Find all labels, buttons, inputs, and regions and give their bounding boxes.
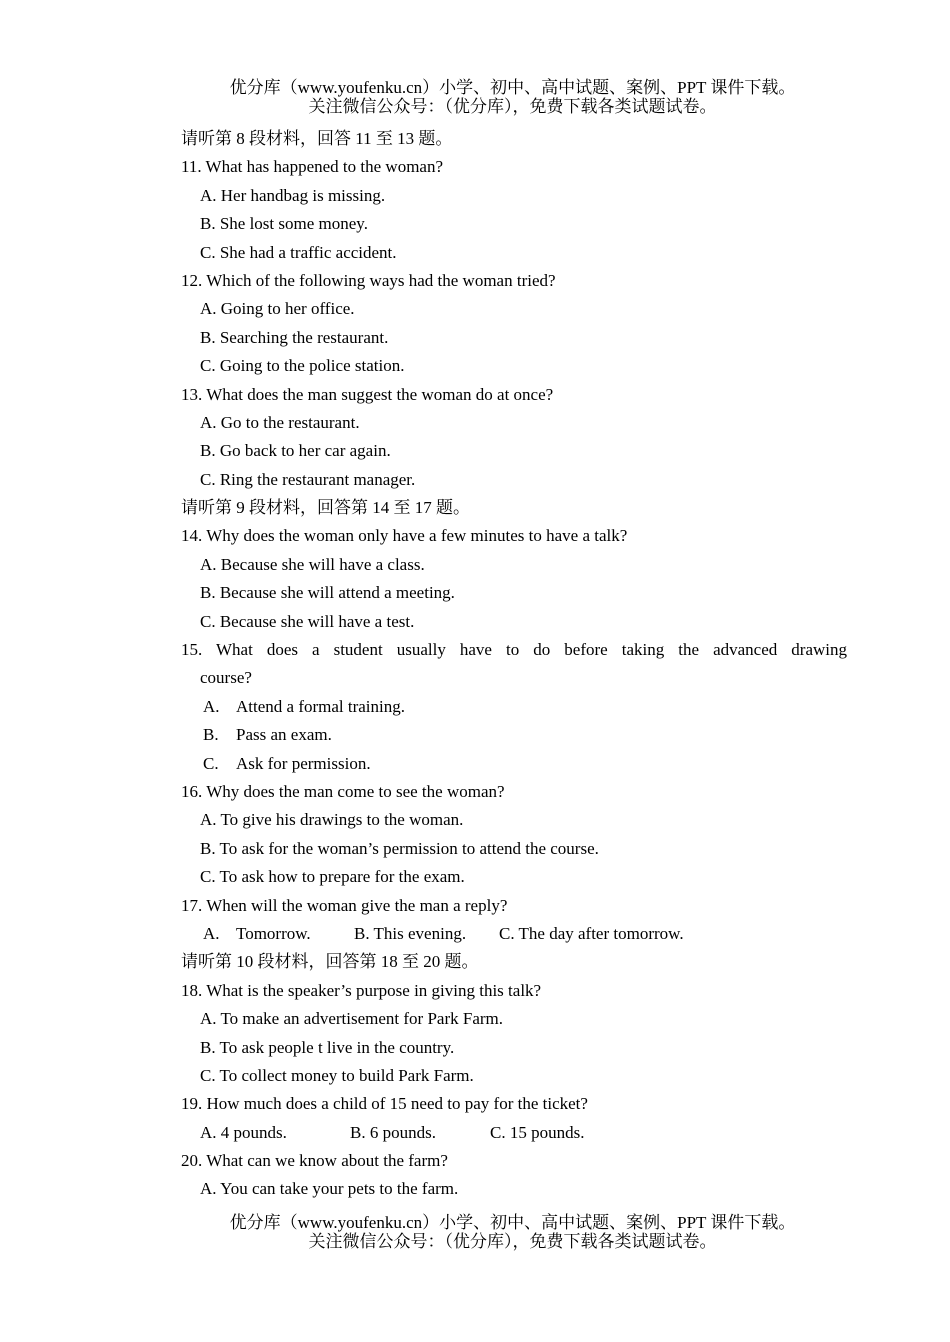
question-19-options: [181, 1119, 847, 1147]
page-header: [0, 78, 950, 116]
question-13-option-b: B. Go back to her car again.: [200, 441, 391, 461]
option-text: Pass an exam.: [236, 725, 332, 745]
question-15-option-b: [181, 721, 847, 749]
question-16: 16. Why does the man come to see the woman?: [181, 781, 505, 801]
question-11: 11. What has happened to the woman?: [181, 157, 444, 177]
question-19-option-c: C. 15 pounds.: [490, 1122, 585, 1142]
question-17: 17. When will the woman give the man a reply?: [181, 895, 508, 915]
question-12-option-c: C. Going to the police station.: [200, 356, 405, 376]
header-line-1: 优分库（www.youfenku.cn）小学、初中、高中试题、案例、PPT 课件下载。: [229, 78, 796, 97]
question-15: [181, 636, 847, 693]
question-15-option-a: [181, 693, 847, 721]
question-14-option-c: C. Because she will have a test.: [200, 611, 415, 631]
option-text: Attend a formal training.: [236, 696, 406, 716]
question-19: 19. How much does a child of 15 need to pay for the ticket?: [181, 1094, 588, 1114]
question-16-option-a: A. To give his drawings to the woman.: [200, 810, 464, 830]
question-11-option-a: A. Her handbag is missing.: [200, 185, 386, 205]
question-20: 20. What can we know about the farm?: [181, 1151, 448, 1171]
question-17-option-b: B. This evening.: [354, 923, 467, 943]
option-text: Ask for permission.: [236, 753, 371, 773]
section-8-instruction: 请听第 8 段材料，回答 11 至 13 题。: [181, 129, 453, 148]
question-18-option-a: A. To make an advertisement for Park Farm.: [200, 1009, 503, 1029]
footer-line-1: 优分库（www.youfenku.cn）小学、初中、高中试题、案例、PPT 课件下载。: [229, 1213, 796, 1232]
question-16-option-c: C. To ask how to prepare for the exam.: [200, 867, 465, 887]
question-17-option-c: C. The day after tomorrow.: [499, 923, 684, 943]
question-18: 18. What is the speaker’s purpose in giving this talk?: [181, 980, 542, 1000]
question-11-option-c: C. She had a traffic accident.: [200, 242, 397, 262]
question-18-option-b: B. To ask people t live in the country.: [200, 1037, 455, 1057]
question-14: 14. Why does the woman only have a few minutes to have a talk?: [181, 526, 628, 546]
header-line-2: 关注微信公众号：（优分库），免费下载各类试题试卷。: [308, 97, 717, 116]
option-label: A.: [203, 696, 220, 716]
section-10-instruction: 请听第 10 段材料，回答第 18 至 20 题。: [181, 952, 479, 972]
exam-content: [181, 125, 847, 1204]
question-15-option-c: [181, 750, 847, 778]
question-19-option-b: B. 6 pounds.: [350, 1122, 436, 1142]
question-16-option-b: B. To ask for the woman’s permission to attend the course.: [200, 838, 599, 858]
question-18-option-c: C. To collect money to build Park Farm.: [200, 1065, 474, 1085]
question-11-option-b: B. She lost some money.: [200, 214, 368, 234]
page-footer: [0, 1213, 950, 1251]
question-14-option-a: A. Because she will have a class.: [200, 554, 425, 574]
question-12-option-b: B. Searching the restaurant.: [200, 327, 389, 347]
question-19-option-a: A. 4 pounds.: [200, 1122, 287, 1142]
question-15-text-line-1: 15. What does a student usually have to do before taking the advanced drawing: [181, 640, 847, 660]
option-label: B.: [203, 725, 219, 745]
question-13: 13. What does the man suggest the woman do at once?: [181, 384, 554, 404]
option-label: A.: [203, 923, 220, 943]
option-label: C.: [203, 753, 219, 773]
section-9-instruction: 请听第 9 段材料，回答第 14 至 17 题。: [181, 498, 470, 518]
question-13-option-c: C. Ring the restaurant manager.: [200, 469, 416, 489]
question-17-option-a: Tomorrow.: [236, 923, 311, 943]
question-17-options: [181, 920, 847, 948]
question-12: 12. Which of the following ways had the woman tried?: [181, 270, 556, 290]
question-12-option-a: A. Going to her office.: [200, 299, 355, 319]
question-13-option-a: A. Go to the restaurant.: [200, 412, 360, 432]
question-14-option-b: B. Because she will attend a meeting.: [200, 583, 455, 603]
footer-line-2: 关注微信公众号：（优分库），免费下载各类试题试卷。: [308, 1232, 717, 1251]
question-20-option-a: A. You can take your pets to the farm.: [200, 1179, 459, 1199]
question-15-text-line-2: course?: [200, 668, 252, 688]
